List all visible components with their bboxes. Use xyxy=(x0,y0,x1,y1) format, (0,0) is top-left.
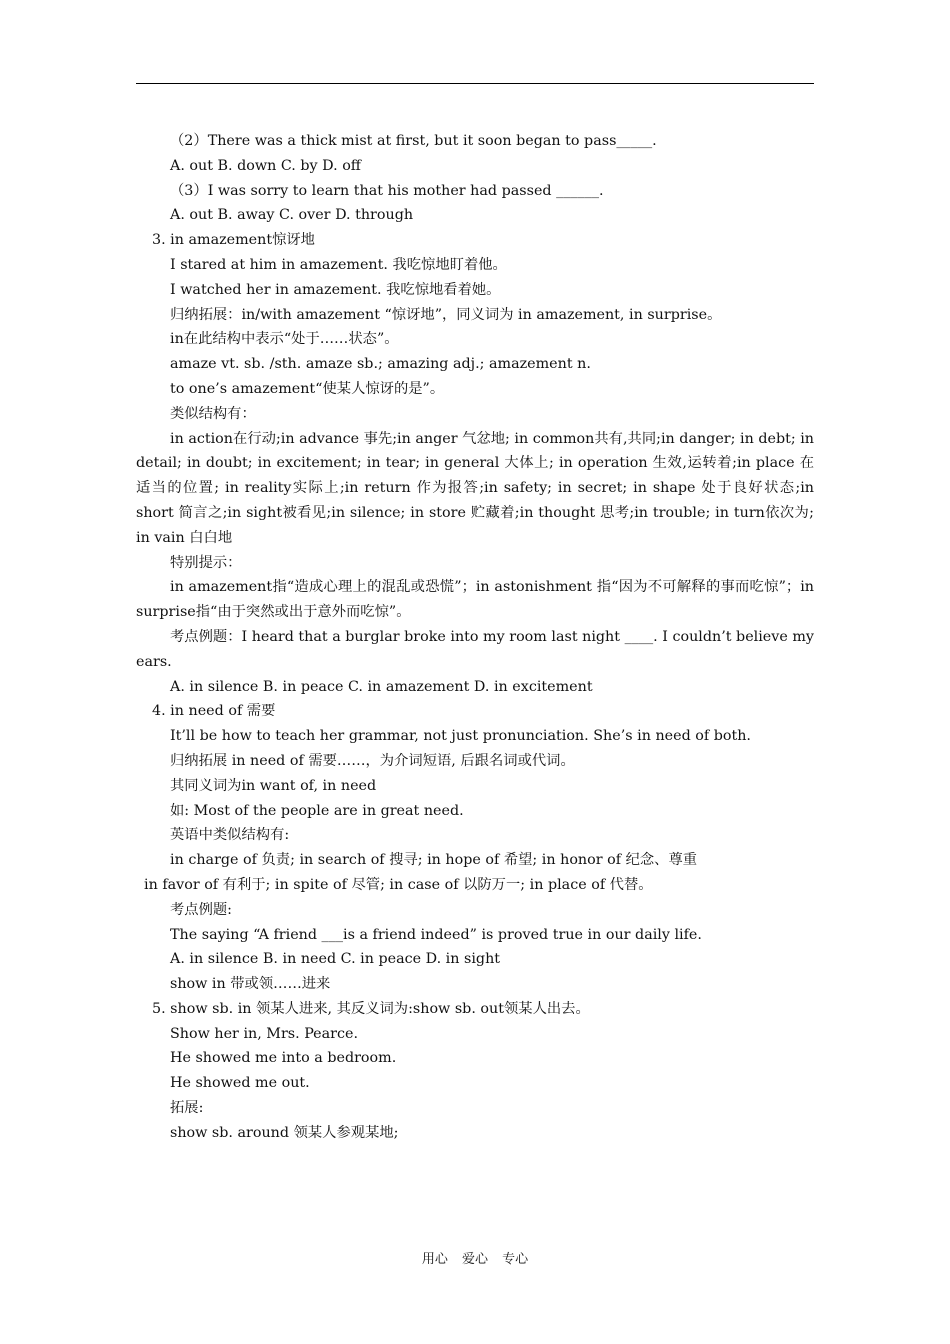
text-line: 特别提示： xyxy=(170,554,242,571)
text-line: A. in silence B. in peace C. in amazement D. in excitement xyxy=(170,678,593,695)
text-line: amaze vt. sb. /sth. amaze sb.; amazing adj.; amazement n. xyxy=(170,356,591,373)
text-line: A. out B. down C. by D. off xyxy=(170,157,361,174)
text-line: in favor of 有利于; in spite of 尽管; in case of 以防万一; in place of 代替。 xyxy=(144,876,653,893)
text-line: 归纳拓展：in/with amazement “惊讶地”，同义词为 in amazement, in surprise。 xyxy=(170,306,722,323)
text-paragraph: The saying “A friend ___is a friend indeed” is proved true in our daily life. xyxy=(170,926,702,943)
text-line: 考点例题: xyxy=(170,901,233,918)
text-paragraph: in amazement指“造成心理上的混乱或恐慌”；in astonishment 指“因为不可解释的事而吃惊”；in surprise指“由于突然或出于意外而吃惊”。 xyxy=(136,579,814,621)
text-paragraph: It’ll be how to teach her grammar, not just pronunciation. She’s in need of both. xyxy=(170,728,751,745)
text-line: He showed me into a bedroom. xyxy=(170,1050,397,1067)
text-line: He showed me out. xyxy=(170,1075,310,1092)
text-line: 如: Most of the people are in great need. xyxy=(170,802,464,819)
text-line: show in 带或领……进来 xyxy=(170,976,331,993)
text-line: （3）I was sorry to learn that his mother had passed ______. xyxy=(170,182,604,199)
text-line: 类似结构有： xyxy=(170,405,256,422)
text-line: in在此结构中表示“处于……状态”。 xyxy=(170,331,399,348)
text-line: 归纳拓展 in need of 需要……，为介词短语, 后跟名词或代词。 xyxy=(170,752,575,769)
text-line: 3. in amazement惊讶地 xyxy=(152,232,315,249)
text-line: A. in silence B. in need C. in peace D. in sight xyxy=(170,951,501,968)
text-line: 其同义词为in want of, in need xyxy=(170,777,377,794)
document-body xyxy=(136,129,814,1146)
text-paragraph: in action在行动;in advance 事先;in anger 气忿地; in common共有,共同;in danger; in debt; in detail; in doubt; in excitement; in tear; in general 大体上; in operation 生效,运转着;in place 在适当的位置; in reality实际上;in return 作为报答;in safety; in secret; in shape 处于良好状态;in short 简言之;in sight被看见;in silence; in store 贮藏着;in thought 思考;in trouble; in turn依次为; in vain 白白地 xyxy=(136,430,814,546)
text-line: I stared at him in amazement. 我吃惊地盯着他。 xyxy=(170,256,507,273)
text-paragraph: 考点例题：I heard that a burglar broke into my room last night ____. I couldn’t believe my ears. xyxy=(136,628,814,670)
text-paragraph: in charge of 负责; in search of 搜寻; in hope of 希望; in honor of 纪念、尊重 xyxy=(170,852,698,869)
page-footer: 用心 爱心 专心 xyxy=(421,1252,529,1267)
text-line: 5. show sb. in 领某人进来, 其反义词为:show sb. out领某人出去。 xyxy=(152,1000,590,1017)
header-rule xyxy=(136,83,814,84)
text-line: A. out B. away C. over D. through xyxy=(170,207,414,224)
text-line: Show her in, Mrs. Pearce. xyxy=(170,1025,359,1042)
text-line: 英语中类似结构有: xyxy=(170,827,290,844)
text-line: show sb. around 领某人参观某地; xyxy=(170,1124,399,1141)
text-line: （2）There was a thick mist at first, but it soon began to pass_____. xyxy=(170,133,657,149)
text-line: 拓展: xyxy=(170,1100,204,1117)
text-line: I watched her in amazement. 我吃惊地看着她。 xyxy=(170,281,501,298)
text-line: to one’s amazement“使某人惊讶的是”。 xyxy=(170,380,445,397)
text-line: 4. in need of 需要 xyxy=(152,703,276,720)
